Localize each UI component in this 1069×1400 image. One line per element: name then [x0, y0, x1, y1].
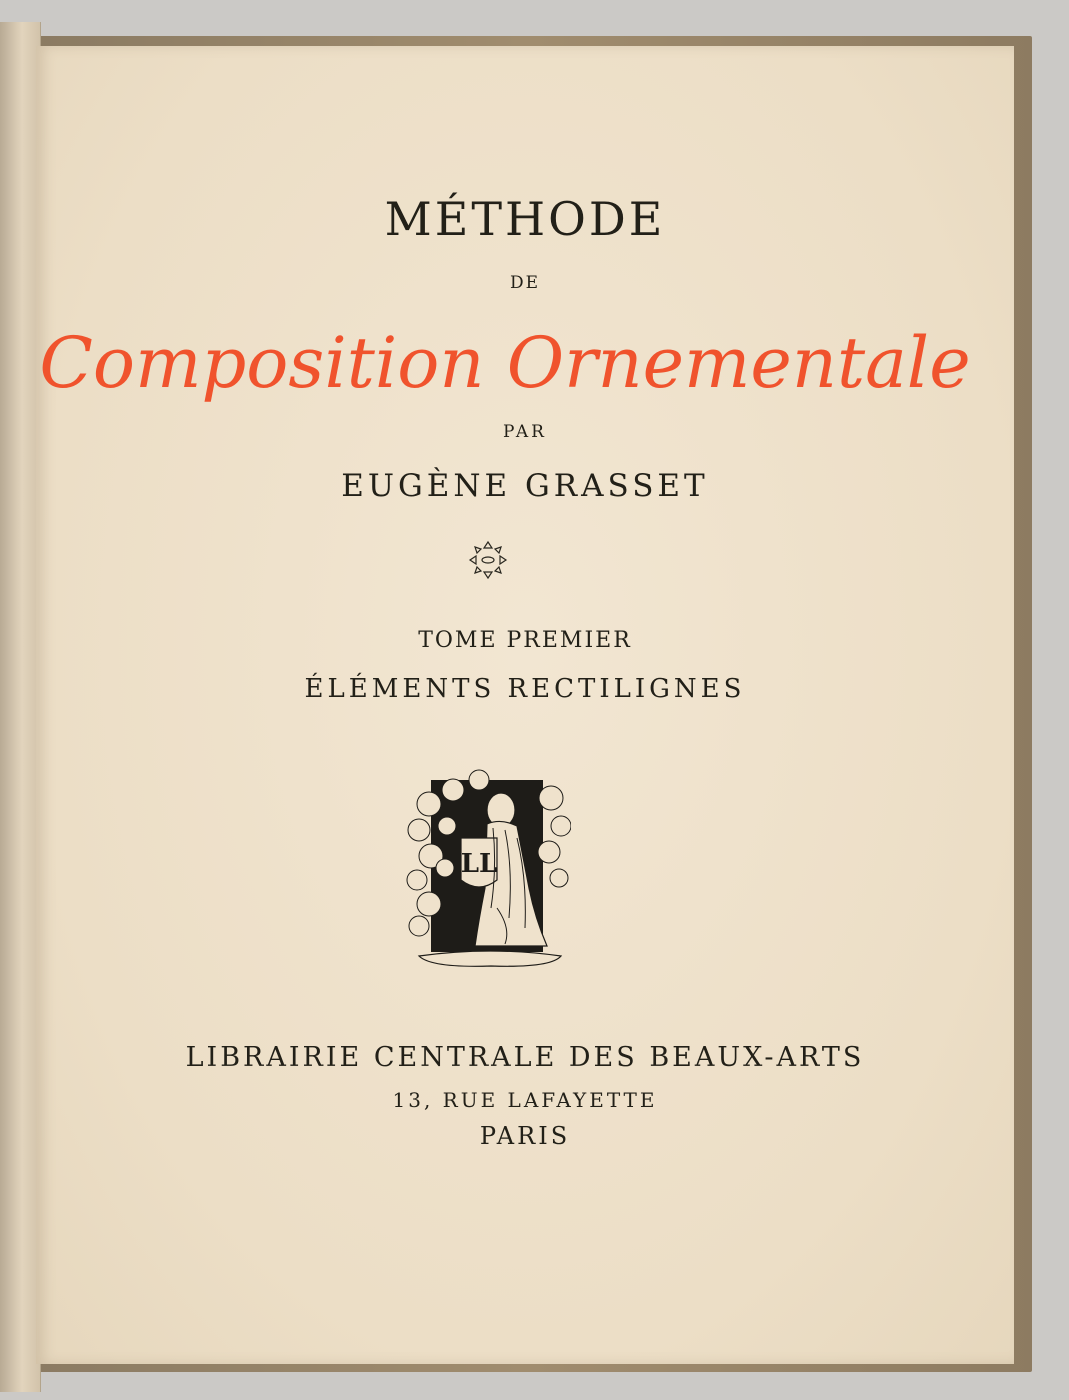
title-par: PAR [503, 422, 547, 442]
title-methode: MÉTHODE [384, 192, 666, 246]
publisher-city: PARIS [479, 1122, 571, 1150]
publisher-address: 13, RUE LAFAYETTE [392, 1088, 658, 1112]
publisher-name: LIBRAIRIE CENTRALE DES BEAUX-ARTS [185, 1042, 865, 1073]
author-name: EUGÈNE GRASSET [341, 468, 709, 504]
title-de: DE [509, 273, 541, 293]
volume-title: ÉLÉMENTS RECTILIGNES [304, 674, 746, 704]
vignette-monogram: LL [460, 849, 498, 879]
left-page-edge [0, 22, 41, 1392]
publisher-vignette-illustration [401, 768, 571, 980]
floral-ornament-icon [466, 538, 510, 582]
tome-premier: TOME PREMIER [418, 628, 632, 653]
title-page [36, 46, 1014, 1364]
title-composition-ornementale: Composition Ornementale [39, 322, 971, 404]
